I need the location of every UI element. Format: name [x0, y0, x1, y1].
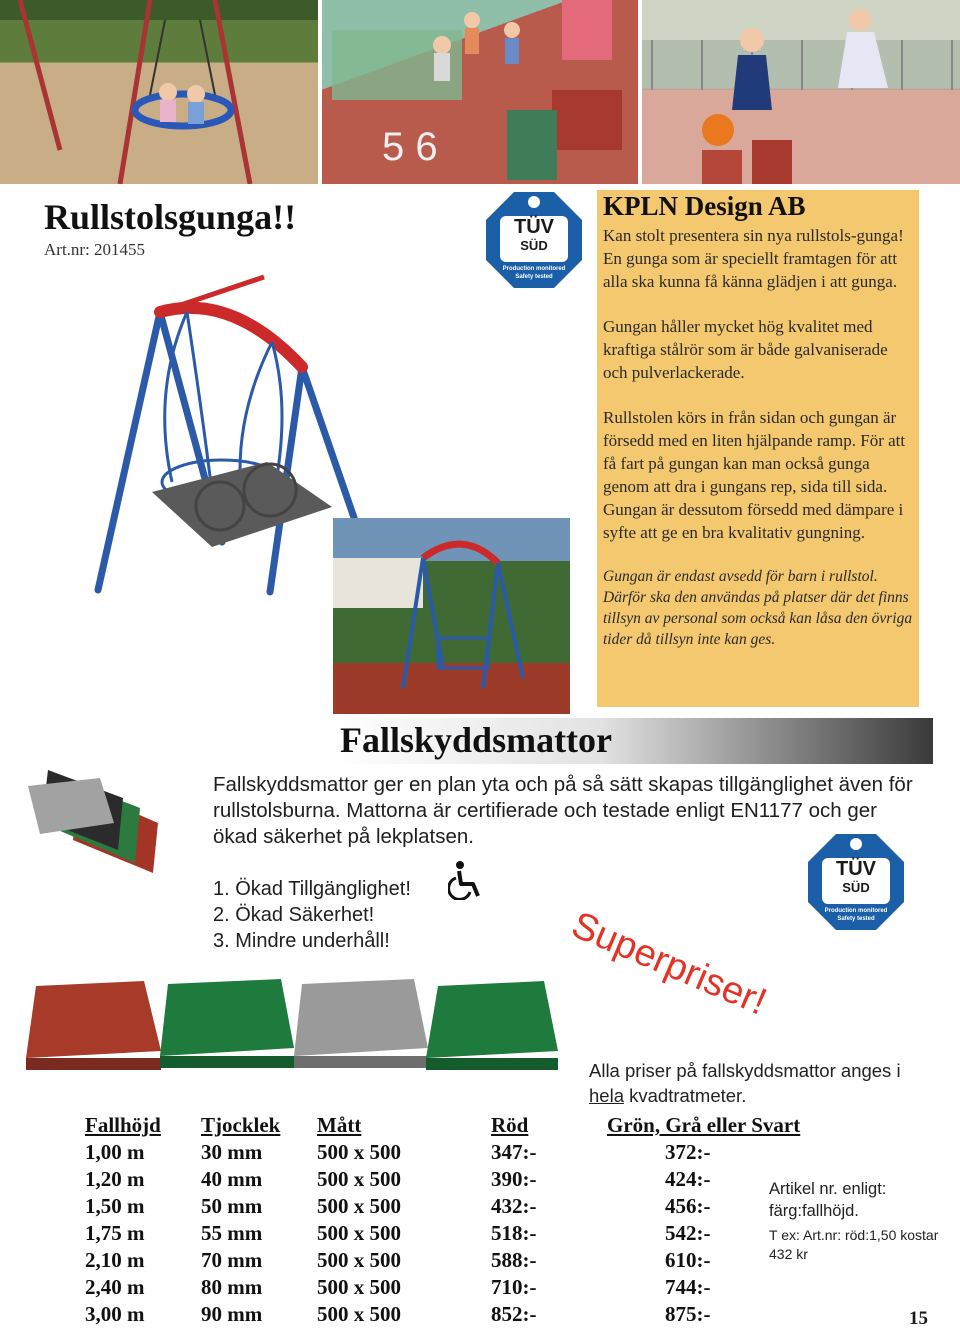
table-cell: 30 mm [201, 1140, 263, 1164]
table-cell: 55 mm [201, 1221, 263, 1245]
tuv-tagline-1: Production monitored [502, 266, 566, 272]
info-paragraph-notice: Gungan är endast avsedd för barn i rullstol. Därför ska den användas på platser där det finns tillsyn av personal som också kan låsa den övriga tider då tillsyn inte kan ges. [603, 568, 913, 648]
info-paragraph-usage: Rullstolen körs in från sidan och gungan är försedd med en liten hjälpande ramp. För att få fart på gungan kan man också gunga genom att dra i gungans rep, sida till sida. Gungan är dessutom försedd med dämpare i syfte att ge en bra kvalitativ gungning. [603, 408, 906, 542]
table-row [85, 1274, 839, 1301]
benefit-item: 1. Ökad Tillgänglighet! [213, 878, 411, 900]
photo-children-playing [322, 0, 638, 184]
table-cell: 2,10 m [85, 1248, 145, 1272]
header-gron-gra-svart: Grön, Grå eller Svart [607, 1113, 801, 1137]
table-header-row [85, 1112, 839, 1139]
table-cell: 518:- [491, 1221, 537, 1245]
tuv-sub-text: SÜD [520, 238, 548, 253]
tuv-certification-badge [806, 832, 906, 932]
tuv-brand-text: TÜV [514, 216, 554, 238]
stacked-mats-image [28, 768, 208, 888]
tuv-tagline-2: Safety tested [515, 274, 553, 280]
table-cell: 40 mm [201, 1167, 263, 1191]
table-cell: 90 mm [201, 1302, 263, 1326]
table-cell: 456:- [665, 1194, 711, 1218]
table-cell: 1,50 m [85, 1194, 145, 1218]
price-note-text-end: kvadtratmeter. [623, 1085, 747, 1106]
info-paragraph-quality: Gungan håller mycket hög kvalitet med kraftiga stålrör som är både galvaniserade och pulverlackerade. [603, 317, 888, 382]
product-title: Rullstolsgunga!! [44, 197, 297, 237]
benefit-item: 2. Ökad Säkerhet! [213, 904, 375, 926]
table-body [85, 1139, 839, 1328]
article-example: T ex: Art.nr: röd:1,50 kostar 432 kr [769, 1227, 939, 1262]
table-cell: 500 x 500 [317, 1140, 401, 1164]
header-fallhojd: Fallhöjd [85, 1113, 161, 1137]
price-table [85, 1112, 839, 1328]
table-cell: 542:- [665, 1221, 711, 1245]
table-cell: 500 x 500 [317, 1194, 401, 1218]
playground-photo-illustration [322, 0, 638, 184]
table-cell: 390:- [491, 1167, 537, 1191]
table-cell: 500 x 500 [317, 1221, 401, 1245]
jumping-photo-illustration [642, 0, 960, 184]
table-cell: 1,00 m [85, 1140, 145, 1164]
table-cell: 875:- [665, 1302, 711, 1326]
benefits-list [213, 876, 411, 954]
table-cell: 852:- [491, 1302, 537, 1326]
svg-text:5 6: 5 6 [382, 125, 438, 169]
header-rod: Röd [491, 1113, 529, 1137]
promo-superpriser: Superpriser! [565, 904, 773, 1024]
article-note: Artikel nr. enligt: färg:fallhöjd. [769, 1180, 887, 1220]
table-row [85, 1301, 839, 1328]
section-heading-mats: Fallskyddsmattor [340, 720, 613, 760]
photo-swing-in-park [333, 518, 570, 714]
price-note-underlined: hela [589, 1085, 624, 1106]
tuv-tagline-2: Safety tested [837, 916, 875, 922]
table-cell: 588:- [491, 1248, 537, 1272]
table-cell: 710:- [491, 1275, 537, 1299]
table-row [85, 1220, 839, 1247]
photo-swing-children [0, 0, 318, 184]
table-cell: 50 mm [201, 1194, 263, 1218]
table-cell: 500 x 500 [317, 1248, 401, 1272]
photo-girls-jumping [642, 0, 960, 184]
table-row [85, 1139, 839, 1166]
header-tjocklek: Tjocklek [201, 1113, 281, 1137]
park-swing-illustration [333, 518, 570, 714]
swing-photo-illustration [0, 0, 318, 184]
mat-tiles-row [26, 976, 566, 1086]
header-matt: Mått [317, 1113, 362, 1137]
page-number: 15 [909, 1308, 928, 1329]
table-cell: 1,75 m [85, 1221, 145, 1245]
table-row [85, 1166, 839, 1193]
table-cell: 2,40 m [85, 1275, 145, 1299]
table-cell: 80 mm [201, 1275, 263, 1299]
table-row [85, 1247, 839, 1274]
tuv-certification-badge [484, 190, 584, 290]
table-cell: 424:- [665, 1167, 711, 1191]
price-note-text: Alla priser på fallskyddsmattor anges i [589, 1060, 901, 1081]
table-cell: 744:- [665, 1275, 711, 1299]
wheelchair-icon [448, 860, 484, 900]
company-name: KPLN Design AB [603, 191, 806, 221]
tuv-tagline-1: Production monitored [824, 908, 888, 914]
table-cell: 347:- [491, 1140, 537, 1164]
mats-description: Fallskyddsmattor ger en plan yta och på så sätt skapas tillgänglighet även för rullstolsburna. Mattorna är certifierade och testade enligt EN1177 och ger ökad säkerhet på lekplatsen. [213, 773, 913, 848]
table-cell: 1,20 m [85, 1167, 145, 1191]
benefit-item: 3. Mindre underhåll! [213, 930, 390, 952]
table-cell: 70 mm [201, 1248, 263, 1272]
table-cell: 3,00 m [85, 1302, 145, 1326]
info-paragraph-intro: Kan stolt presentera sin nya rullstols-gunga! En gunga som är speciellt framtagen för att alla ska kunna få känna glädjen i att gunga. [603, 226, 904, 291]
table-cell: 372:- [665, 1140, 711, 1164]
table-cell: 432:- [491, 1194, 537, 1218]
table-row [85, 1193, 839, 1220]
company-info-box [597, 190, 919, 707]
tuv-brand-text: TÜV [836, 858, 876, 880]
table-cell: 500 x 500 [317, 1302, 401, 1326]
price-note [589, 1058, 919, 1108]
table-cell: 500 x 500 [317, 1275, 401, 1299]
tuv-sub-text: SÜD [842, 880, 870, 895]
article-number: Art.nr: 201455 [44, 240, 146, 259]
table-cell: 500 x 500 [317, 1167, 401, 1191]
table-cell: 610:- [665, 1248, 711, 1272]
